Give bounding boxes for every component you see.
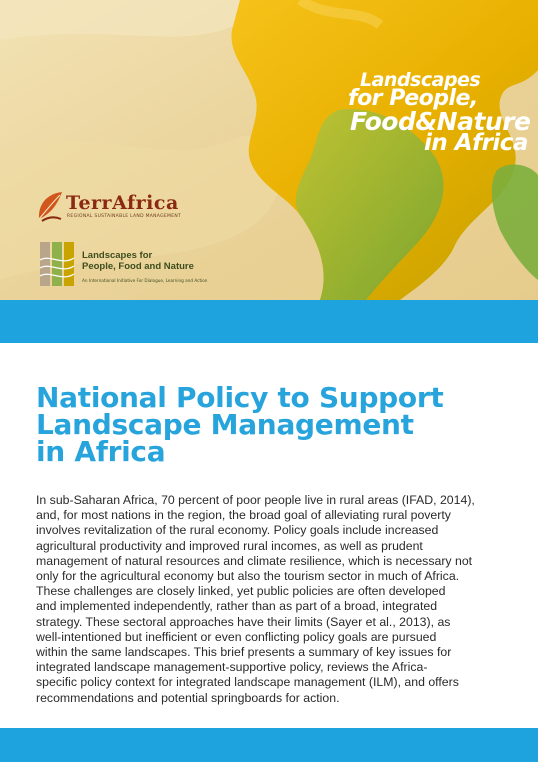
banner-title-line: in Africa <box>424 129 528 156</box>
lpfn-name-line: Landscapes for <box>82 250 153 261</box>
terrafrica-logo <box>36 189 206 225</box>
body-line: specific policy context for integrated landscape management (ILM), and offers <box>36 675 459 690</box>
body-line: strategy. These sectoral approaches have their limits (Sayer et al., 2013), as <box>36 614 451 629</box>
lpfn-tagline: An International Initiative For Dialogue, Learning and Action <box>82 278 208 283</box>
body-line: recommendations and potential springboards for action. <box>36 690 340 705</box>
landscape-bars-icon <box>38 240 78 288</box>
lpfn-name <box>82 251 194 273</box>
banner-title-line: Food&Nature <box>350 106 531 136</box>
footer-bar <box>0 728 538 762</box>
intro-paragraph <box>36 493 532 706</box>
document-title-line: Landscape Management <box>36 408 414 441</box>
banner-title-line: Landscapes <box>360 69 481 91</box>
body-line: and implemented independently, rather than as part of a broad, integrated <box>36 599 438 614</box>
terrafrica-name: TerrAfrica <box>66 192 179 214</box>
banner-title-line: for People, <box>348 86 478 112</box>
body-line: In sub-Saharan Africa, 70 percent of poor people live in rural areas (IFAD, 2014), <box>36 493 475 507</box>
leaf-icon <box>36 189 66 223</box>
body-line: well-intentioned but inefficient or even conflicting policy goals are pursued <box>36 629 437 644</box>
document-title-line: National Policy to Support <box>36 381 444 414</box>
body-line: involves revitalization of the rural economy. Policy goals include increased <box>36 523 439 538</box>
cover-banner <box>0 0 538 300</box>
body-line: These challenges are closely linked, yet public policies are often developed <box>36 584 446 599</box>
banner-title <box>330 69 538 156</box>
body-line: only for the agricultural economy but also the tourism sector in much of Africa. <box>36 569 460 584</box>
body-line: integrated landscape management-supportive policy, reviews the Africa- <box>36 660 428 675</box>
document-title <box>36 381 516 468</box>
lpfn-logo <box>38 240 298 290</box>
body-line: agricultural productivity and improved rural incomes, as well as prudent <box>36 538 423 553</box>
body-line: and, for most nations in the region, the broad goal of alleviating rural poverty <box>36 508 451 523</box>
lpfn-name-line: People, Food and Nature <box>82 260 194 272</box>
body-line: within the same landscapes. This brief presents a summary of key issues for <box>36 645 452 660</box>
document-title-line: in Africa <box>36 435 166 468</box>
terrafrica-tagline: REGIONAL SUSTAINABLE LAND MANAGEMENT <box>67 214 182 219</box>
body-line: management of natural resources and climate resilience, which is necessary not <box>36 553 473 568</box>
header-divider-bar <box>0 300 538 343</box>
